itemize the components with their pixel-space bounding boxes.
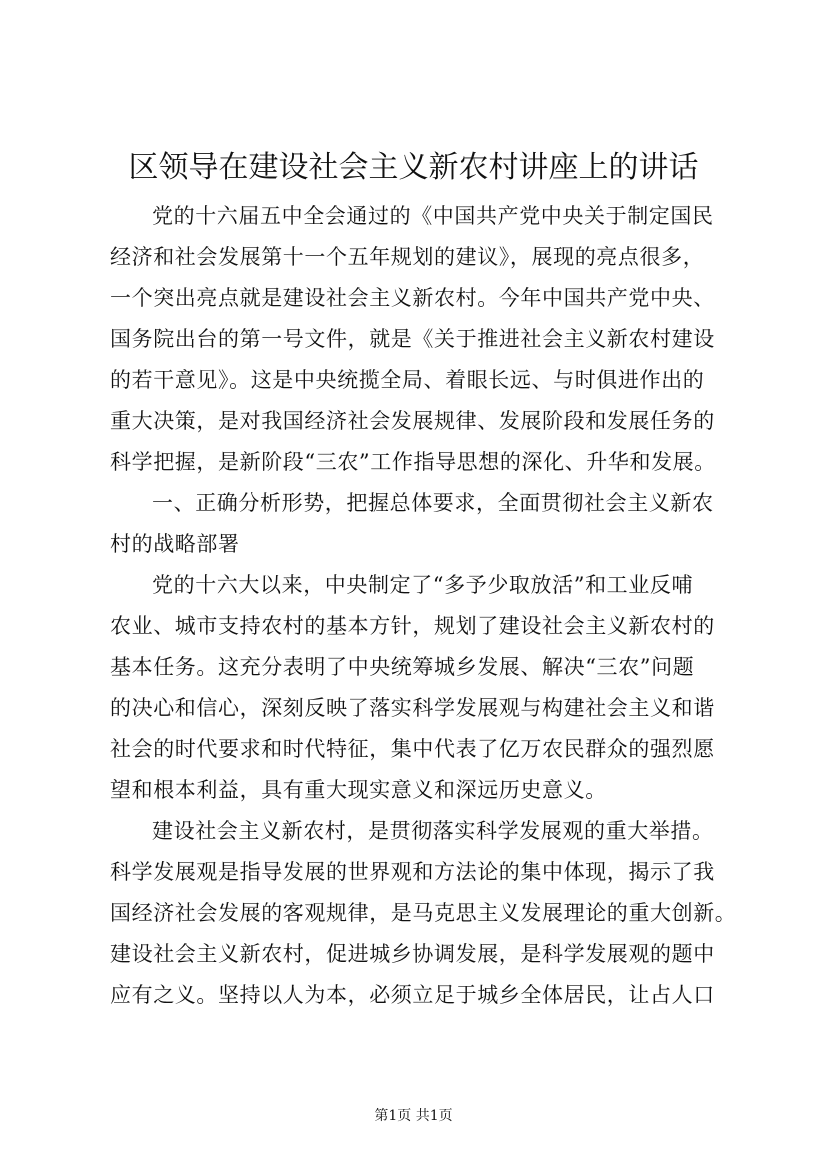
text-line: 国经济社会发展的客观规律，是马克思主义发展理论的重大创新。	[110, 901, 737, 925]
page-footer: 第1页 共1页	[374, 1108, 453, 1124]
text-line: 社会的时代要求和时代特征，集中代表了亿万农民群众的强烈愿	[110, 737, 715, 761]
document-title: 区领导在建设社会主义新农村讲座上的讲话	[128, 150, 699, 185]
document-body	[110, 196, 750, 1016]
text-line: 村的战略部署	[110, 532, 240, 556]
text-line: 的决心和信心，深刻反映了落实科学发展观与构建社会主义和谐	[110, 696, 715, 720]
text-line: 重大决策，是对我国经济社会发展规律、发展阶段和发展任务的	[110, 409, 715, 433]
text-line: 农业、城市支持农村的基本方针，规划了建设社会主义新农村的	[110, 614, 715, 638]
text-line: 科学发展观是指导发展的世界观和方法论的集中体现，揭示了我	[110, 860, 715, 884]
text-line: 经济和社会发展第十一个五年规划的建议》，展现的亮点很多，	[110, 245, 705, 269]
text-line: 基本任务。这充分表明了中央统筹城乡发展、解决“三农”问题	[110, 655, 695, 679]
text-line: 的若干意见》。这是中央统揽全局、着眼长远、与时俱进作出的	[110, 368, 705, 392]
text-line: 建设社会主义新农村，是贯彻落实科学发展观的重大举措。	[152, 819, 714, 843]
text-line: 科学把握，是新阶段“三农”工作指导思想的深化、升华和发展。	[110, 450, 716, 474]
text-line: 望和根本利益，具有重大现实意义和深远历史意义。	[110, 778, 607, 802]
text-line: 建设社会主义新农村，促进城乡协调发展，是科学发展观的题中	[110, 942, 715, 966]
text-line: 一、正确分析形势，把握总体要求，全面贯彻社会主义新农	[152, 491, 714, 515]
text-line: 国务院出台的第一号文件，就是《关于推进社会主义新农村建设	[110, 327, 715, 351]
text-line: 党的十六届五中全会通过的《中国共产党中央关于制定国民	[152, 204, 714, 228]
text-line: 应有之义。坚持以人为本，必须立足于城乡全体居民，让占人口	[110, 983, 715, 1007]
text-line: 党的十六大以来，中央制定了“多予少取放活”和工业反哺	[152, 573, 694, 597]
text-line: 一个突出亮点就是建设社会主义新农村。今年中国共产党中央、	[110, 286, 715, 310]
